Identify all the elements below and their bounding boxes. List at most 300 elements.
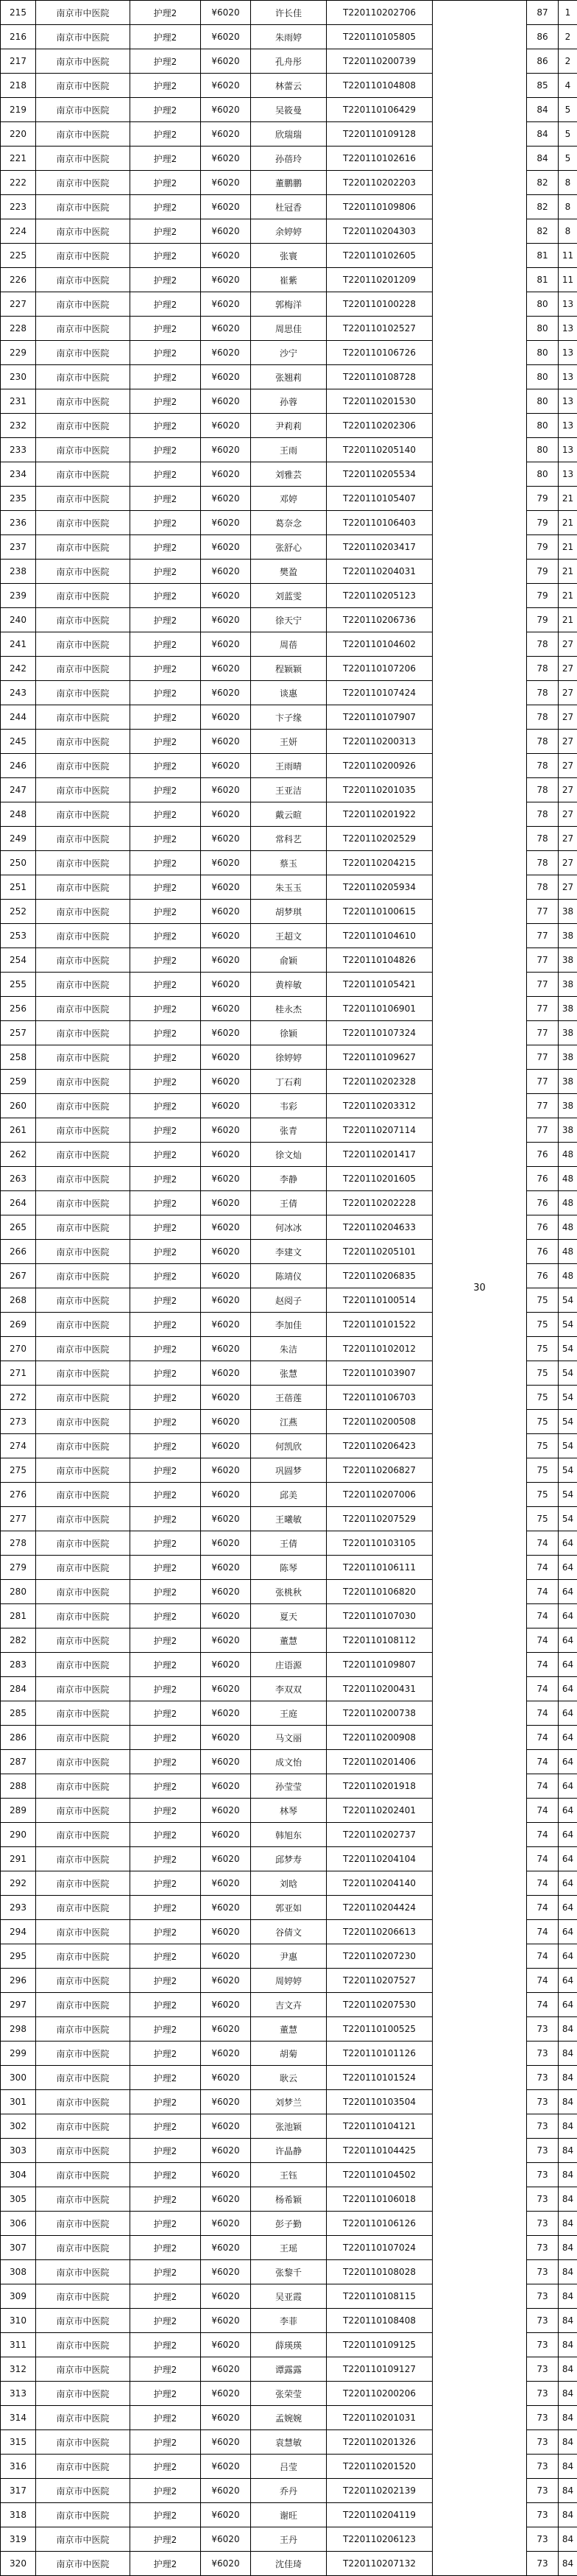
position-code: ¥6020 xyxy=(201,1871,251,1896)
position-name: 护理2 xyxy=(130,341,201,365)
unit-name: 南京市中医院 xyxy=(36,147,130,171)
position-name: 护理2 xyxy=(130,1070,201,1094)
unit-name: 南京市中医院 xyxy=(36,1240,130,1264)
score: 77 xyxy=(527,900,559,924)
score: 73 xyxy=(527,2114,559,2139)
candidate-name: 刘晗 xyxy=(251,1871,327,1896)
unit-name: 南京市中医院 xyxy=(36,681,130,705)
unit-name: 南京市中医院 xyxy=(36,2333,130,2357)
score: 74 xyxy=(527,1726,559,1750)
rank: 13 xyxy=(559,389,577,414)
unit-name: 南京市中医院 xyxy=(36,2455,130,2479)
rank: 27 xyxy=(559,875,577,900)
unit-name: 南京市中医院 xyxy=(36,2479,130,2503)
row-number: 239 xyxy=(1,584,36,608)
position-code: ¥6020 xyxy=(201,244,251,268)
row-number: 289 xyxy=(1,1799,36,1823)
position-code: ¥6020 xyxy=(201,389,251,414)
ticket-number: T220110102616 xyxy=(327,147,433,171)
unit-name: 南京市中医院 xyxy=(36,1799,130,1823)
position-code: ¥6020 xyxy=(201,122,251,147)
unit-name: 南京市中医院 xyxy=(36,2382,130,2406)
rank: 84 xyxy=(559,2212,577,2236)
position-code: ¥6020 xyxy=(201,1677,251,1701)
row-number: 256 xyxy=(1,997,36,1021)
score: 73 xyxy=(527,2260,559,2284)
position-name: 护理2 xyxy=(130,1580,201,1604)
unit-name: 南京市中医院 xyxy=(36,1580,130,1604)
candidate-name: 王超文 xyxy=(251,924,327,948)
candidate-name: 周蓓 xyxy=(251,632,327,657)
unit-name: 南京市中医院 xyxy=(36,657,130,681)
ticket-number: T220110108112 xyxy=(327,1628,433,1653)
score: 77 xyxy=(527,1094,559,1118)
rank: 21 xyxy=(559,535,577,560)
ticket-number: T220110200738 xyxy=(327,1701,433,1726)
ticket-number: T220110201417 xyxy=(327,1143,433,1167)
row-number: 301 xyxy=(1,2090,36,2114)
unit-name: 南京市中医院 xyxy=(36,1750,130,1774)
position-code: ¥6020 xyxy=(201,754,251,778)
position-code: ¥6020 xyxy=(201,2479,251,2503)
score: 77 xyxy=(527,1118,559,1143)
unit-name: 南京市中医院 xyxy=(36,1313,130,1337)
ticket-number: T220110104808 xyxy=(327,74,433,98)
rank: 84 xyxy=(559,2163,577,2187)
position-code: ¥6020 xyxy=(201,341,251,365)
position-name: 护理2 xyxy=(130,1167,201,1191)
position-code: ¥6020 xyxy=(201,1556,251,1580)
ticket-number: T220110104121 xyxy=(327,2114,433,2139)
position-name: 护理2 xyxy=(130,681,201,705)
rank: 84 xyxy=(559,2260,577,2284)
row-number: 229 xyxy=(1,341,36,365)
position-name: 护理2 xyxy=(130,1993,201,2017)
position-code: ¥6020 xyxy=(201,487,251,511)
position-name: 护理2 xyxy=(130,2382,201,2406)
rank: 21 xyxy=(559,608,577,632)
position-code: ¥6020 xyxy=(201,851,251,875)
position-code: ¥6020 xyxy=(201,2236,251,2260)
position-code: ¥6020 xyxy=(201,171,251,195)
score: 74 xyxy=(527,1580,559,1604)
rank: 27 xyxy=(559,827,577,851)
row-number: 280 xyxy=(1,1580,36,1604)
unit-name: 南京市中医院 xyxy=(36,1677,130,1701)
unit-name: 南京市中医院 xyxy=(36,389,130,414)
rank: 13 xyxy=(559,341,577,365)
row-number: 273 xyxy=(1,1410,36,1434)
ticket-number: T220110104425 xyxy=(327,2139,433,2163)
unit-name: 南京市中医院 xyxy=(36,1993,130,2017)
score: 78 xyxy=(527,681,559,705)
position-code: ¥6020 xyxy=(201,657,251,681)
position-name: 护理2 xyxy=(130,1337,201,1361)
score: 82 xyxy=(527,219,559,244)
score: 81 xyxy=(527,268,559,292)
position-name: 护理2 xyxy=(130,389,201,414)
score: 75 xyxy=(527,1410,559,1434)
position-code: ¥6020 xyxy=(201,1143,251,1167)
score: 74 xyxy=(527,1701,559,1726)
row-number: 236 xyxy=(1,511,36,535)
unit-name: 南京市中医院 xyxy=(36,1021,130,1045)
rank: 21 xyxy=(559,511,577,535)
row-number: 318 xyxy=(1,2503,36,2527)
position-code: ¥6020 xyxy=(201,1337,251,1361)
row-number: 294 xyxy=(1,1920,36,1944)
ticket-number: T220110204104 xyxy=(327,1847,433,1871)
position-code: ¥6020 xyxy=(201,268,251,292)
rank: 84 xyxy=(559,2406,577,2430)
position-name: 护理2 xyxy=(130,462,201,487)
unit-name: 南京市中医院 xyxy=(36,2406,130,2430)
candidate-name: 成文怡 xyxy=(251,1750,327,1774)
candidate-name: 薛瑛瑛 xyxy=(251,2333,327,2357)
row-number: 224 xyxy=(1,219,36,244)
candidate-name: 张慧 xyxy=(251,1361,327,1386)
score: 76 xyxy=(527,1167,559,1191)
row-number: 305 xyxy=(1,2187,36,2212)
candidate-name: 郭梅洋 xyxy=(251,292,327,317)
position-name: 护理2 xyxy=(130,1313,201,1337)
ticket-number: T220110200431 xyxy=(327,1677,433,1701)
row-number: 296 xyxy=(1,1969,36,1993)
ticket-number: T220110200508 xyxy=(327,1410,433,1434)
position-code: ¥6020 xyxy=(201,1653,251,1677)
ticket-number: T220110207530 xyxy=(327,1993,433,2017)
position-name: 护理2 xyxy=(130,2503,201,2527)
score: 74 xyxy=(527,1896,559,1920)
score: 73 xyxy=(527,2017,559,2042)
position-name: 护理2 xyxy=(130,2042,201,2066)
rank: 21 xyxy=(559,584,577,608)
ticket-number: T220110106820 xyxy=(327,1580,433,1604)
position-code: ¥6020 xyxy=(201,2503,251,2527)
score: 74 xyxy=(527,1677,559,1701)
candidate-name: 孙莹莹 xyxy=(251,1774,327,1799)
rank: 84 xyxy=(559,2333,577,2357)
rank: 64 xyxy=(559,1604,577,1628)
row-number: 227 xyxy=(1,292,36,317)
ticket-number: T220110108115 xyxy=(327,2284,433,2309)
position-code: ¥6020 xyxy=(201,2042,251,2066)
unit-name: 南京市中医院 xyxy=(36,1191,130,1215)
rank: 84 xyxy=(559,2017,577,2042)
position-name: 护理2 xyxy=(130,1799,201,1823)
unit-name: 南京市中医院 xyxy=(36,1045,130,1070)
unit-name: 南京市中医院 xyxy=(36,1653,130,1677)
position-code: ¥6020 xyxy=(201,2212,251,2236)
candidate-name: 王妍 xyxy=(251,730,327,754)
row-number: 249 xyxy=(1,827,36,851)
row-number: 220 xyxy=(1,122,36,147)
candidate-name: 孔舟彤 xyxy=(251,49,327,74)
position-code: ¥6020 xyxy=(201,25,251,49)
position-code: ¥6020 xyxy=(201,1240,251,1264)
row-number: 282 xyxy=(1,1628,36,1653)
position-name: 护理2 xyxy=(130,2114,201,2139)
ticket-number: T220110106403 xyxy=(327,511,433,535)
position-name: 护理2 xyxy=(130,365,201,389)
position-name: 护理2 xyxy=(130,2552,201,2576)
position-name: 护理2 xyxy=(130,438,201,462)
row-number: 270 xyxy=(1,1337,36,1361)
rank: 64 xyxy=(559,1896,577,1920)
ticket-number: T220110201406 xyxy=(327,1750,433,1774)
unit-name: 南京市中医院 xyxy=(36,632,130,657)
rank: 13 xyxy=(559,414,577,438)
rank: 84 xyxy=(559,2187,577,2212)
candidate-name: 李加佳 xyxy=(251,1313,327,1337)
position-code: ¥6020 xyxy=(201,1580,251,1604)
score: 73 xyxy=(527,2236,559,2260)
ticket-number: T220110109807 xyxy=(327,1653,433,1677)
row-number: 306 xyxy=(1,2212,36,2236)
score: 76 xyxy=(527,1264,559,1288)
row-number: 268 xyxy=(1,1288,36,1313)
position-name: 护理2 xyxy=(130,1823,201,1847)
row-number: 251 xyxy=(1,875,36,900)
score: 80 xyxy=(527,389,559,414)
rank: 38 xyxy=(559,1094,577,1118)
candidate-name: 孟婉婉 xyxy=(251,2406,327,2430)
position-code: ¥6020 xyxy=(201,1410,251,1434)
candidate-name: 孙蓉 xyxy=(251,389,327,414)
position-name: 护理2 xyxy=(130,1531,201,1556)
unit-name: 南京市中医院 xyxy=(36,2503,130,2527)
position-name: 护理2 xyxy=(130,1944,201,1969)
rank: 84 xyxy=(559,2090,577,2114)
candidate-name: 张桃秋 xyxy=(251,1580,327,1604)
row-number: 216 xyxy=(1,25,36,49)
score: 73 xyxy=(527,2042,559,2066)
rank: 13 xyxy=(559,292,577,317)
score: 74 xyxy=(527,1944,559,1969)
row-number: 242 xyxy=(1,657,36,681)
row-number: 287 xyxy=(1,1750,36,1774)
position-name: 护理2 xyxy=(130,875,201,900)
position-code: ¥6020 xyxy=(201,1531,251,1556)
rank: 8 xyxy=(559,171,577,195)
row-number: 259 xyxy=(1,1070,36,1094)
rank: 64 xyxy=(559,1628,577,1653)
position-name: 护理2 xyxy=(130,2260,201,2284)
position-name: 护理2 xyxy=(130,584,201,608)
candidate-name: 王亚洁 xyxy=(251,778,327,802)
candidate-name: 林琴 xyxy=(251,1799,327,1823)
rank: 27 xyxy=(559,851,577,875)
rank: 64 xyxy=(559,1653,577,1677)
ticket-number: T220110206613 xyxy=(327,1920,433,1944)
ticket-number: T220110100615 xyxy=(327,900,433,924)
ticket-number: T220110100525 xyxy=(327,2017,433,2042)
position-code: ¥6020 xyxy=(201,1750,251,1774)
score: 78 xyxy=(527,875,559,900)
ticket-number: T220110102605 xyxy=(327,244,433,268)
unit-name: 南京市中医院 xyxy=(36,2527,130,2552)
candidate-name: 沙宁 xyxy=(251,341,327,365)
position-name: 护理2 xyxy=(130,2090,201,2114)
unit-name: 南京市中医院 xyxy=(36,705,130,730)
score: 74 xyxy=(527,1969,559,1993)
rank: 84 xyxy=(559,2430,577,2455)
rank: 64 xyxy=(559,1701,577,1726)
score: 75 xyxy=(527,1313,559,1337)
row-number: 275 xyxy=(1,1458,36,1483)
score: 74 xyxy=(527,1871,559,1896)
ticket-number: T220110205934 xyxy=(327,875,433,900)
position-code: ¥6020 xyxy=(201,973,251,997)
position-name: 护理2 xyxy=(130,2430,201,2455)
candidate-name: 周婷婷 xyxy=(251,1969,327,1993)
position-code: ¥6020 xyxy=(201,2187,251,2212)
rank: 27 xyxy=(559,681,577,705)
unit-name: 南京市中医院 xyxy=(36,1774,130,1799)
candidate-name: 李建文 xyxy=(251,1240,327,1264)
rank: 27 xyxy=(559,705,577,730)
candidate-name: 许长佳 xyxy=(251,1,327,25)
position-code: ¥6020 xyxy=(201,1191,251,1215)
ticket-number: T220110202706 xyxy=(327,1,433,25)
candidate-name: 刘蓝雯 xyxy=(251,584,327,608)
rank: 54 xyxy=(559,1434,577,1458)
rank: 13 xyxy=(559,317,577,341)
candidate-name: 余婷婷 xyxy=(251,219,327,244)
group-number: 30 xyxy=(433,1,527,2576)
ticket-number: T220110105805 xyxy=(327,25,433,49)
candidate-name: 俞颖 xyxy=(251,948,327,973)
position-name: 护理2 xyxy=(130,1264,201,1288)
row-number: 314 xyxy=(1,2406,36,2430)
candidate-name: 徐天宁 xyxy=(251,608,327,632)
unit-name: 南京市中医院 xyxy=(36,1871,130,1896)
unit-name: 南京市中医院 xyxy=(36,1410,130,1434)
position-code: ¥6020 xyxy=(201,900,251,924)
position-code: ¥6020 xyxy=(201,2284,251,2309)
position-name: 护理2 xyxy=(130,2212,201,2236)
position-code: ¥6020 xyxy=(201,778,251,802)
rank: 8 xyxy=(559,195,577,219)
ticket-number: T220110106018 xyxy=(327,2187,433,2212)
score: 77 xyxy=(527,973,559,997)
candidate-name: 庄语源 xyxy=(251,1653,327,1677)
position-code: ¥6020 xyxy=(201,1823,251,1847)
rank: 48 xyxy=(559,1143,577,1167)
rank: 48 xyxy=(559,1191,577,1215)
position-name: 护理2 xyxy=(130,1215,201,1240)
row-number: 241 xyxy=(1,632,36,657)
unit-name: 南京市中医院 xyxy=(36,608,130,632)
unit-name: 南京市中医院 xyxy=(36,2090,130,2114)
ticket-number: T220110200313 xyxy=(327,730,433,754)
score: 73 xyxy=(527,2455,559,2479)
rank: 5 xyxy=(559,122,577,147)
ticket-number: T220110105421 xyxy=(327,973,433,997)
position-code: ¥6020 xyxy=(201,1264,251,1288)
position-name: 护理2 xyxy=(130,802,201,827)
position-code: ¥6020 xyxy=(201,1726,251,1750)
position-code: ¥6020 xyxy=(201,2090,251,2114)
row-number: 222 xyxy=(1,171,36,195)
ticket-number: T220110100514 xyxy=(327,1288,433,1313)
position-name: 护理2 xyxy=(130,560,201,584)
ticket-number: T220110109125 xyxy=(327,2333,433,2357)
unit-name: 南京市中医院 xyxy=(36,2260,130,2284)
ticket-number: T220110107907 xyxy=(327,705,433,730)
score: 77 xyxy=(527,1070,559,1094)
position-name: 护理2 xyxy=(130,1386,201,1410)
ticket-number: T220110201605 xyxy=(327,1167,433,1191)
unit-name: 南京市中医院 xyxy=(36,1531,130,1556)
position-name: 护理2 xyxy=(130,1847,201,1871)
position-name: 护理2 xyxy=(130,608,201,632)
ticket-number: T220110201530 xyxy=(327,389,433,414)
ticket-number: T220110206123 xyxy=(327,2527,433,2552)
candidate-name: 樊盈 xyxy=(251,560,327,584)
rank: 64 xyxy=(559,1556,577,1580)
score: 74 xyxy=(527,1823,559,1847)
row-number: 223 xyxy=(1,195,36,219)
row-number: 253 xyxy=(1,924,36,948)
score: 73 xyxy=(527,2163,559,2187)
unit-name: 南京市中医院 xyxy=(36,535,130,560)
position-code: ¥6020 xyxy=(201,49,251,74)
ticket-number: T220110205123 xyxy=(327,584,433,608)
unit-name: 南京市中医院 xyxy=(36,74,130,98)
position-code: ¥6020 xyxy=(201,511,251,535)
position-name: 护理2 xyxy=(130,487,201,511)
candidate-name: 尹莉莉 xyxy=(251,414,327,438)
ticket-number: T220110207529 xyxy=(327,1507,433,1531)
score: 86 xyxy=(527,25,559,49)
ticket-number: T220110202401 xyxy=(327,1799,433,1823)
unit-name: 南京市中医院 xyxy=(36,195,130,219)
unit-name: 南京市中医院 xyxy=(36,1288,130,1313)
ticket-number: T220110202203 xyxy=(327,171,433,195)
row-number: 233 xyxy=(1,438,36,462)
unit-name: 南京市中医院 xyxy=(36,268,130,292)
rank: 1 xyxy=(559,1,577,25)
unit-name: 南京市中医院 xyxy=(36,1969,130,1993)
ticket-number: T220110102527 xyxy=(327,317,433,341)
score: 76 xyxy=(527,1143,559,1167)
ticket-number: T220110202328 xyxy=(327,1070,433,1094)
position-name: 护理2 xyxy=(130,2479,201,2503)
row-number: 279 xyxy=(1,1556,36,1580)
unit-name: 南京市中医院 xyxy=(36,1361,130,1386)
unit-name: 南京市中医院 xyxy=(36,997,130,1021)
score: 82 xyxy=(527,171,559,195)
position-code: ¥6020 xyxy=(201,1483,251,1507)
ticket-number: T220110106126 xyxy=(327,2212,433,2236)
row-number: 252 xyxy=(1,900,36,924)
rank: 54 xyxy=(559,1313,577,1337)
position-code: ¥6020 xyxy=(201,2139,251,2163)
unit-name: 南京市中医院 xyxy=(36,1434,130,1458)
unit-name: 南京市中医院 xyxy=(36,1823,130,1847)
score: 79 xyxy=(527,608,559,632)
ticket-number: T220110205140 xyxy=(327,438,433,462)
candidate-name: 蔡玉 xyxy=(251,851,327,875)
position-name: 护理2 xyxy=(130,1458,201,1483)
position-name: 护理2 xyxy=(130,1628,201,1653)
rank: 84 xyxy=(559,2503,577,2527)
candidate-name: 程颖颖 xyxy=(251,657,327,681)
ticket-number: T220110106703 xyxy=(327,1386,433,1410)
candidate-name: 韦彩 xyxy=(251,1094,327,1118)
ticket-number: T220110206835 xyxy=(327,1264,433,1288)
